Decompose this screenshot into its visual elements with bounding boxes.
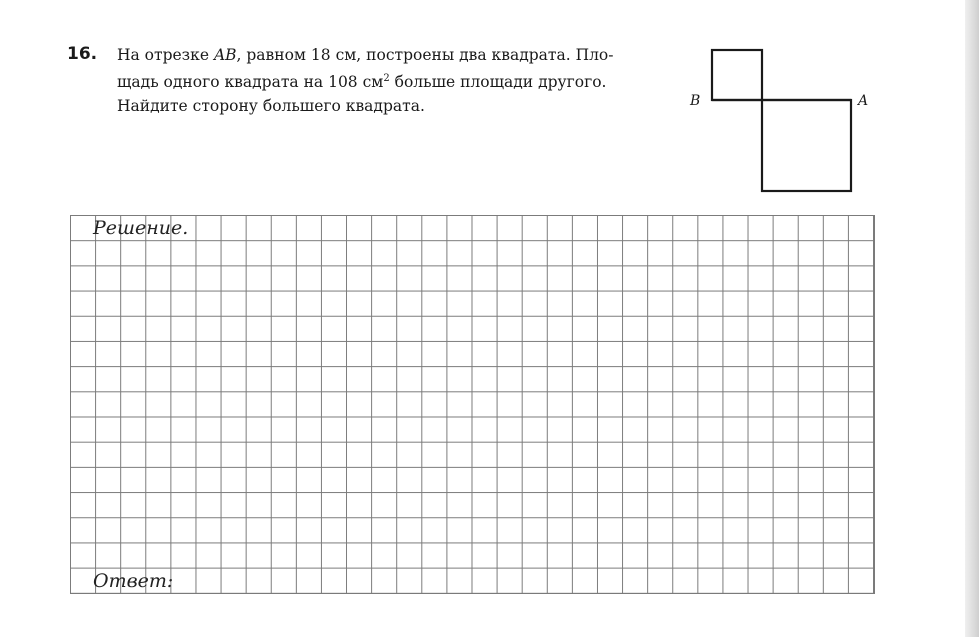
- task-text-fragment: , равном 18 см, построены два квадрата. Пло-: [236, 46, 614, 64]
- two-squares-figure: [680, 40, 880, 200]
- answer-grid[interactable]: [70, 215, 875, 594]
- answer-label: Ответ:: [93, 570, 174, 592]
- task-text-fragment: На отрезке: [117, 46, 214, 64]
- task-line-3: Найдите сторону большего квадрата.: [117, 97, 425, 116]
- task-line-2: [117, 67, 677, 94]
- small-square: [712, 50, 762, 100]
- solution-label: Решение.: [93, 217, 189, 239]
- segment-name: AB: [213, 46, 237, 64]
- task-line-1: [117, 43, 677, 67]
- task-text-fragment: щадь одного квадрата на 108 см: [117, 73, 384, 92]
- task-number: 16.: [67, 44, 98, 64]
- task-text-fragment: больше площади другого.: [389, 73, 607, 92]
- page-edge-shadow: [965, 0, 979, 637]
- large-square: [762, 100, 851, 191]
- unit-exponent: 2: [383, 73, 390, 84]
- point-b-label: B: [690, 93, 701, 109]
- point-a-label: A: [858, 93, 869, 109]
- task-statement: [117, 43, 677, 118]
